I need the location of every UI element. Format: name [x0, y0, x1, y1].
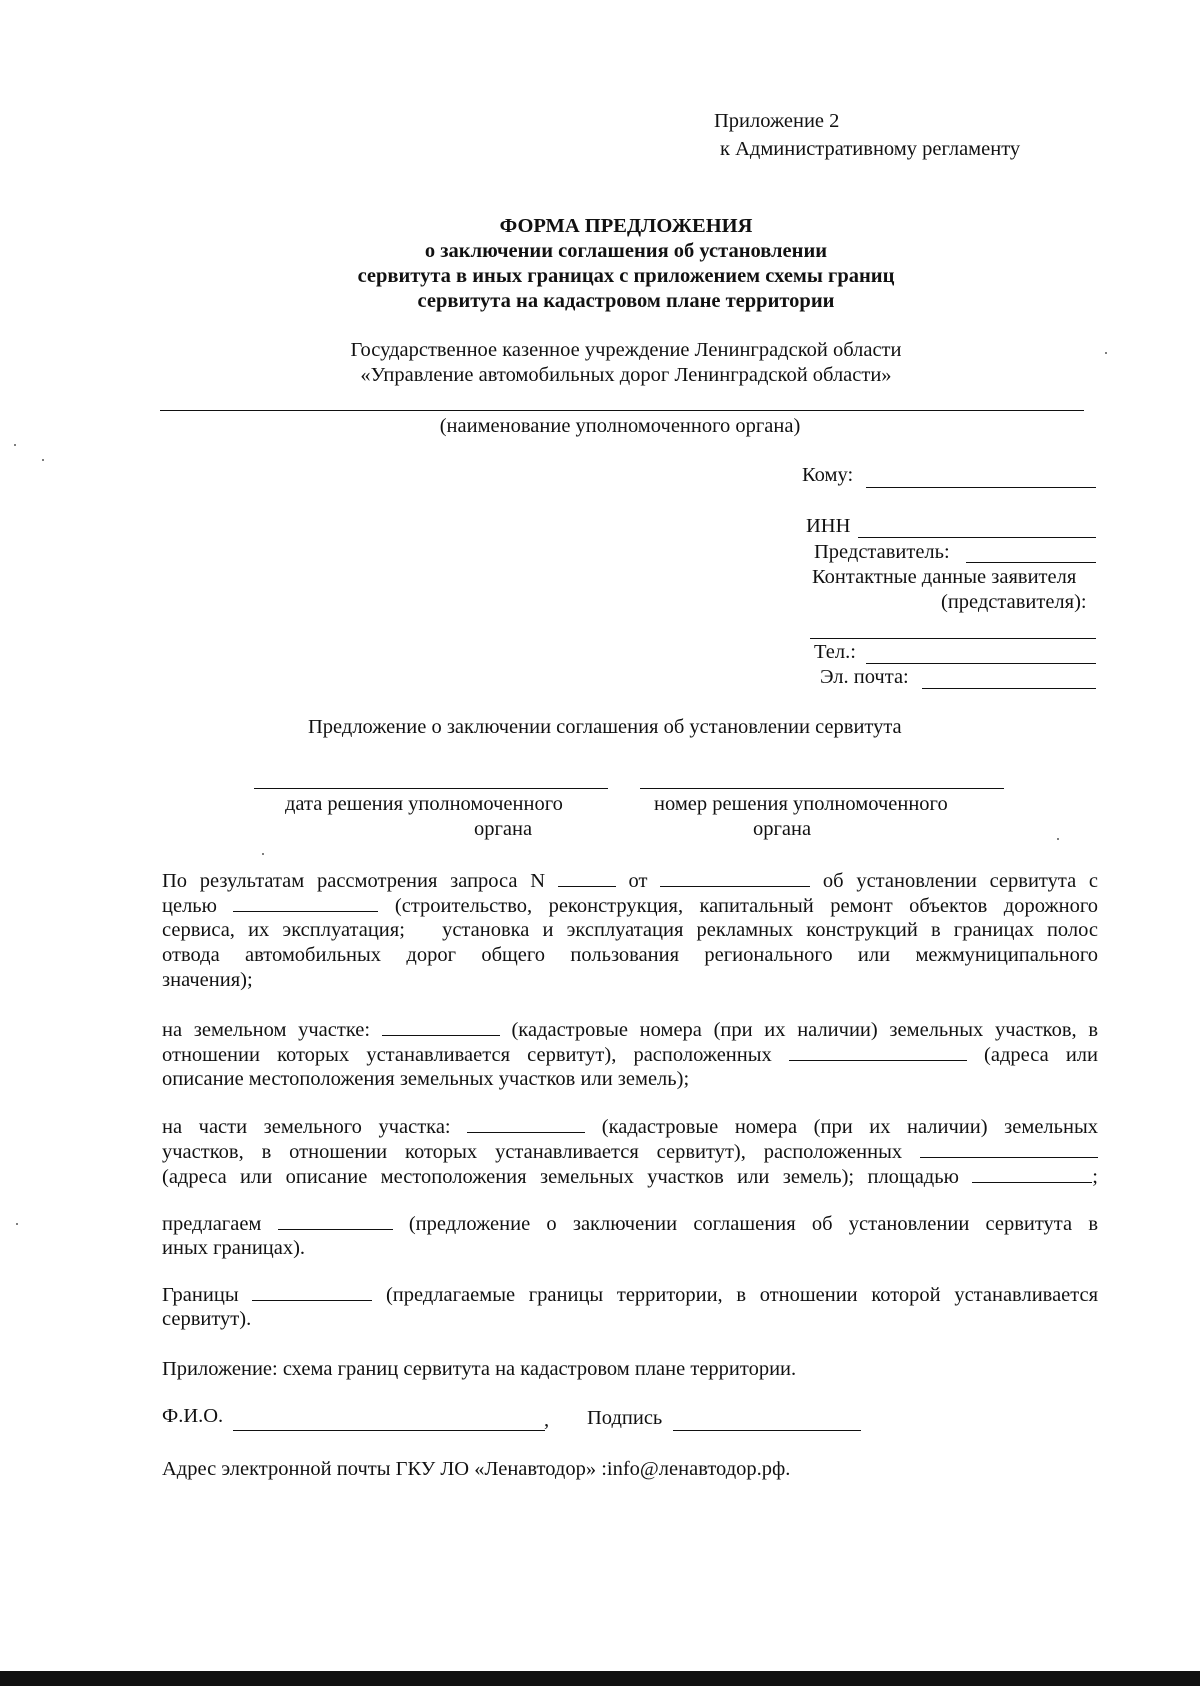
paragraph-part-of-plot: на части земельного участка: (кадастровые номера (при их наличии) земельных участков, в отношении которых устанавливается сервитут), расположенных (адреса или описание местоположения земельных участков или земель); площадью ;: [162, 1116, 1098, 1188]
scan-speck: [262, 853, 264, 855]
part-address-field[interactable]: [920, 1139, 1098, 1158]
paragraph-proposal: предлагаем (предложение о заключении соглашения об установлении сервитута в иных границах).: [162, 1213, 1099, 1259]
signature-label: Подпись: [587, 1407, 663, 1429]
scan-speck: [1105, 352, 1107, 354]
cadastral-number-field[interactable]: [382, 1017, 500, 1036]
proposal-field[interactable]: [278, 1211, 393, 1230]
to-field[interactable]: [866, 487, 1096, 488]
scan-speck: [42, 459, 44, 461]
contacts-label-2: (представителя):: [941, 591, 1087, 613]
land-address-field[interactable]: [789, 1042, 967, 1061]
form-title: ФОРМА ПРЕДЛОЖЕНИЯ: [499, 215, 753, 237]
scan-speck: [14, 444, 16, 446]
part-cadastral-number-field[interactable]: [467, 1114, 585, 1133]
inn-label: ИНН: [806, 515, 851, 537]
attachment-note: Приложение: схема границ сервитута на кадастровом плане территории.: [162, 1358, 797, 1380]
decision-number-caption-2: органа: [753, 818, 812, 840]
authority-underline: [160, 410, 1084, 411]
phone-label: Тел.:: [814, 641, 856, 663]
form-subtitle-line1: о заключении соглашения об установлении: [424, 240, 828, 262]
scan-speck: [16, 1223, 18, 1225]
fio-label: Ф.И.О.: [162, 1405, 224, 1427]
fio-field[interactable]: [233, 1430, 545, 1431]
request-number-field[interactable]: [558, 868, 616, 887]
contacts-label: Контактные данные заявителя: [812, 566, 1077, 588]
contacts-field[interactable]: [810, 638, 1096, 639]
area-field[interactable]: [972, 1164, 1092, 1183]
boundaries-field[interactable]: [252, 1282, 372, 1301]
decision-date-caption-2: органа: [474, 818, 533, 840]
signature-field[interactable]: [673, 1430, 861, 1431]
paragraph-land-plot: на земельном участке: (кадастровые номера (при их наличии) земельных участков, в отношении которых устанавливается сервитут), расположенных (адреса или описание местоположения земельных участков или земель);: [162, 1019, 1099, 1090]
authority-name-line1: Государственное казенное учреждение Ленинградской области: [350, 339, 902, 361]
inn-field[interactable]: [858, 537, 1096, 538]
representative-label: Представитель:: [814, 541, 950, 563]
paragraph-purpose: По результатам рассмотрения запроса N от об установлении сервитута с целью (строительство, реконструкция, капитальный ремонт объектов дорожного сервиса, их эксплуатация; установка и эксплуатация рекламных конструкций в границах полос отвода автомобильных дорог общего пользования регионального или межмуниципального значения);: [162, 870, 1099, 991]
appendix-number: Приложение 2: [714, 110, 840, 132]
authority-caption: (наименование уполномоченного органа): [439, 415, 801, 437]
purpose-field[interactable]: [233, 893, 378, 912]
decision-date-field[interactable]: [254, 788, 608, 789]
decision-number-caption: номер решения уполномоченного: [654, 793, 948, 815]
form-subtitle-line3: сервитута на кадастровом плане территории: [417, 290, 835, 312]
to-label: Кому:: [802, 464, 854, 486]
phone-field[interactable]: [866, 663, 1096, 664]
scan-bottom-border: [0, 1671, 1200, 1686]
authority-name-line2: «Управление автомобильных дорог Ленинградской области»: [360, 364, 892, 386]
paragraph-boundaries: Границы (предлагаемые границы территории, в отношении которой устанавливается сервитут).: [162, 1284, 1099, 1330]
representative-field[interactable]: [966, 562, 1096, 563]
email-address-note: Адрес электронной почты ГКУ ЛО «Ленавтодор» :info@ленавтодор.рф.: [162, 1458, 791, 1480]
decision-date-caption: дата решения уполномоченного: [285, 793, 563, 815]
request-date-field[interactable]: [660, 868, 810, 887]
form-subtitle-line2: сервитута в иных границах с приложением схемы границ: [357, 265, 895, 287]
fio-comma: ,: [544, 1409, 550, 1431]
email-label: Эл. почта:: [820, 666, 909, 688]
email-field[interactable]: [922, 688, 1096, 689]
decision-number-field[interactable]: [640, 788, 1004, 789]
appendix-reference: к Административному регламенту: [720, 138, 1021, 160]
scan-speck: [1057, 838, 1059, 840]
proposal-heading: Предложение о заключении соглашения об установлении сервитута: [308, 716, 902, 738]
